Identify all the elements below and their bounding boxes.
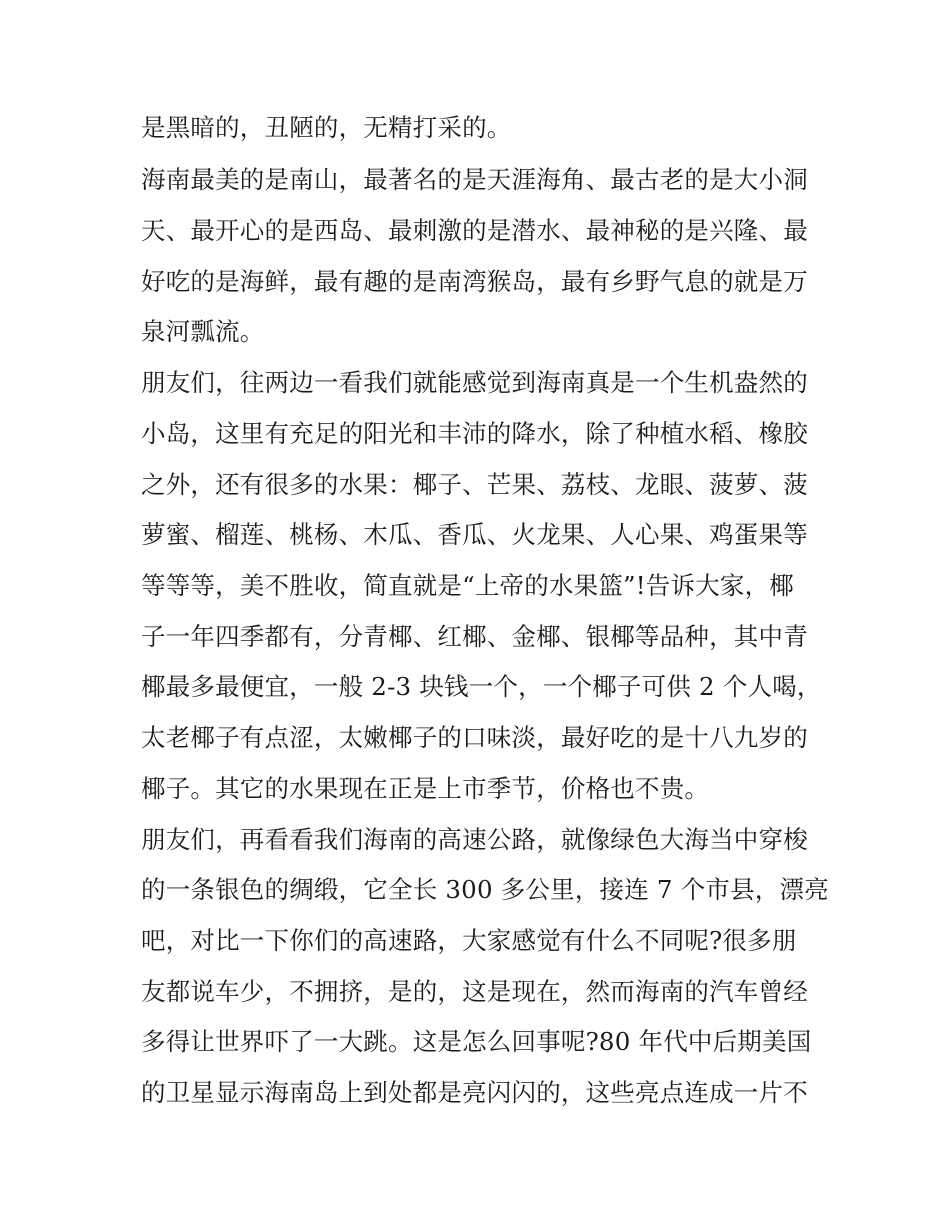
text-line: 朋友们，再看看我们海南的高速公路，就像绿色大海当中穿梭 [141,825,808,854]
text-line: 小岛，这里有充足的阳光和丰沛的降水，除了种植水稻、橡胶 [141,419,808,448]
text-line: 萝蜜、榴莲、桃杨、木瓜、香瓜、火龙果、人心果、鸡蛋果等 [141,520,808,549]
text-line: 吧，对比一下你们的高速路，大家感觉有什么不同呢?很多朋 [141,926,797,955]
text-line: 是黑暗的，丑陋的，无精打采的。 [141,113,512,142]
text-line: 友都说车少，不拥挤，是的，这是现在，然而海南的汽车曾经 [141,977,808,1006]
text-line: 子一年四季都有，分青椰、红椰、金椰、银椰等品种，其中青 [141,622,808,651]
text-line: 椰最多最便宜，一般 2-3 块钱一个，一个椰子可供 2 个人喝， [141,672,822,701]
text-line: 好吃的是海鲜，最有趣的是南湾猴岛，最有乡野气息的就是万 [141,267,808,296]
text-line: 等等等，美不胜收，简直就是“上帝的水果篮”!告诉大家，椰 [141,571,794,600]
text-line: 太老椰子有点涩，太嫩椰子的口味淡，最好吃的是十八九岁的 [141,723,808,752]
text-line: 的卫星显示海南岛上到处都是亮闪闪的，这些亮点连成一片不 [141,1078,808,1107]
text-line: 椰子。其它的水果现在正是上市季节，价格也不贵。 [141,774,710,803]
text-line: 海南最美的是南山，最著名的是天涯海角、最古老的是大小洞 [141,165,808,194]
text-line: 朋友们，往两边一看我们就能感觉到海南真是一个生机盎然的 [141,368,808,397]
text-line: 天、最开心的是西岛、最刺激的是潜水、最神秘的是兴隆、最 [141,216,808,245]
text-line: 之外，还有很多的水果：椰子、芒果、荔枝、龙眼、菠萝、菠 [141,470,808,499]
text-line: 多得让世界吓了一大跳。这是怎么回事呢?80 年代中后期美国 [141,1027,812,1056]
text-line: 泉河瓢流。 [141,317,265,346]
text-line: 的一条银色的绸缎，它全长 300 多公里，接连 7 个市县，漂亮 [141,875,829,904]
